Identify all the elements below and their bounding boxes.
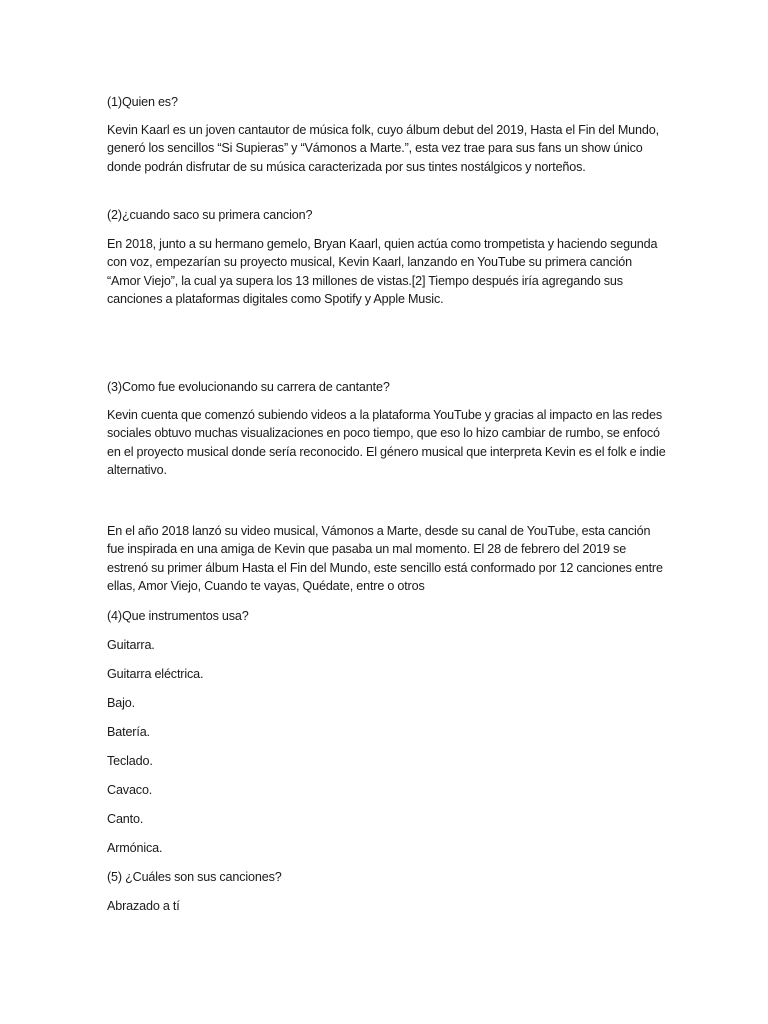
instrument-item: Teclado. xyxy=(107,754,153,768)
instrument-item: Batería. xyxy=(107,725,150,739)
instrument-item: Canto. xyxy=(107,812,144,826)
song-item: Abrazado a tí xyxy=(107,899,180,913)
question-5-heading: (5) ¿Cuáles son sus canciones? xyxy=(107,870,282,884)
question-2-answer: En 2018, junto a su hermano gemelo, Bryan Kaarl, quien actúa como trompetista y haciendo segunda con voz, empezarían su proyecto musical, Kevin Kaarl, lanzando en YouTube su primera canción “Amor Viejo”, la cual ya supera los 13 millones de vistas.[2] Tiempo después iría agregando sus canciones a plataformas digitales como Spotify y Apple Music. xyxy=(107,237,658,307)
instrument-item: Guitarra. xyxy=(107,638,155,652)
instrument-item: Guitarra eléctrica. xyxy=(107,667,204,681)
question-3-answer-paragraph-2: En el año 2018 lanzó su video musical, Vámonos a Marte, desde su canal de YouTube, esta canción fue inspirada en una amiga de Kevin que pasaba un mal momento. El 28 de febrero del 2019 se estrenó su primer álbum Hasta el Fin del Mundo, este sencillo está conformado por 12 canciones entre ellas, Amor Viejo, Cuando te vayas, Quédate, entre o otros xyxy=(107,524,663,594)
instrument-item: Armónica. xyxy=(107,841,163,855)
question-4-heading: (4)Que instrumentos usa? xyxy=(107,609,249,623)
question-2-heading: (2)¿cuando saco su primera cancion? xyxy=(107,208,313,222)
question-1-answer: Kevin Kaarl es un joven cantautor de música folk, cuyo álbum debut del 2019, Hasta el Fin del Mundo, generó los sencillos “Si Supieras” y “Vámonos a Marte.”, esta vez trae para sus fans un show único donde podrán disfrutar de su música caracterizada por sus tintes nostálgicos y norteños. xyxy=(107,123,659,174)
question-3-answer-paragraph-1: Kevin cuenta que comenzó subiendo videos a la plataforma YouTube y gracias al impacto en las redes sociales obtuvo muchas visualizaciones en poco tiempo, que eso lo hizo cambiar de rumbo, se enfocó en el proyecto musical donde sería reconocido. El género musical que interpreta Kevin es el folk e indie alternativo. xyxy=(107,408,666,478)
question-3-heading: (3)Como fue evolucionando su carrera de cantante? xyxy=(107,380,390,394)
instrument-item: Bajo. xyxy=(107,696,135,710)
question-1-heading: (1)Quien es? xyxy=(107,95,178,109)
instrument-item: Cavaco. xyxy=(107,783,153,797)
